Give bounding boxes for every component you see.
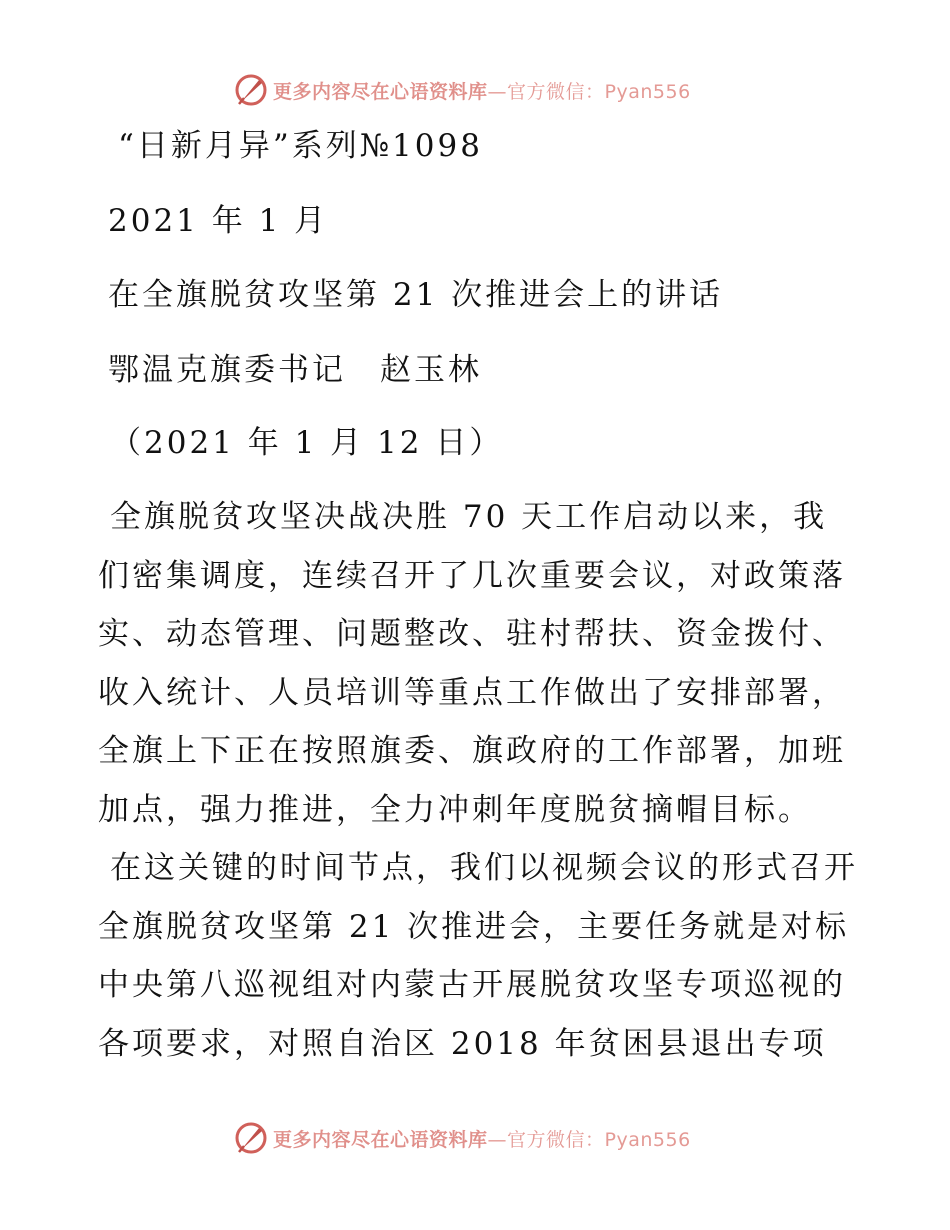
body-paragraph-1: 全旗脱贫攻坚决战决胜 70 天工作启动以来，我们密集调度，连续召开了几次重要会议，对政策落实、动态管理、问题整改、驻村帮扶、资金拨付、收入统计、人员培训等重点工作做出了安排部署，全旗上下正在按照旗委、旗政府的工作部署，加班加点，强力推进，全力冲刺年度脱贫摘帽目标。: [98, 499, 846, 828]
watermark-brand: 更多内容尽在心语资料库: [273, 1128, 488, 1151]
quill-pen-circle-logo-icon: [233, 1120, 269, 1156]
quill-pen-circle-logo-icon: [233, 72, 269, 108]
speech-title: 在全旗脱贫攻坚第 21 次推进会上的讲话: [108, 277, 724, 313]
speaker-line: 鄂温克旗委书记 赵玉林: [108, 352, 482, 388]
watermark-footer: [233, 1118, 691, 1158]
watermark-suffix: —官方微信：Pyan556: [487, 80, 691, 103]
watermark-suffix: —官方微信：Pyan556: [487, 1128, 691, 1151]
watermark-text: [273, 77, 691, 104]
series-line: “日新月异”系列№1098: [118, 128, 483, 164]
watermark-header: [233, 70, 691, 110]
watermark-text: [273, 1125, 691, 1152]
body-paragraph-2: 在这关键的时间节点，我们以视频会议的形式召开全旗脱贫攻坚第 21 次推进会，主要任务就是对标中央第八巡视组对内蒙古开展脱贫攻坚专项巡视的各项要求，对照自治区 2018 年贫困县退出专项: [98, 850, 858, 1062]
speech-date: （2021 年 1 月 12 日）: [110, 425, 504, 461]
date-line: 2021 年 1 月: [108, 203, 329, 239]
watermark-brand: 更多内容尽在心语资料库: [273, 80, 488, 103]
